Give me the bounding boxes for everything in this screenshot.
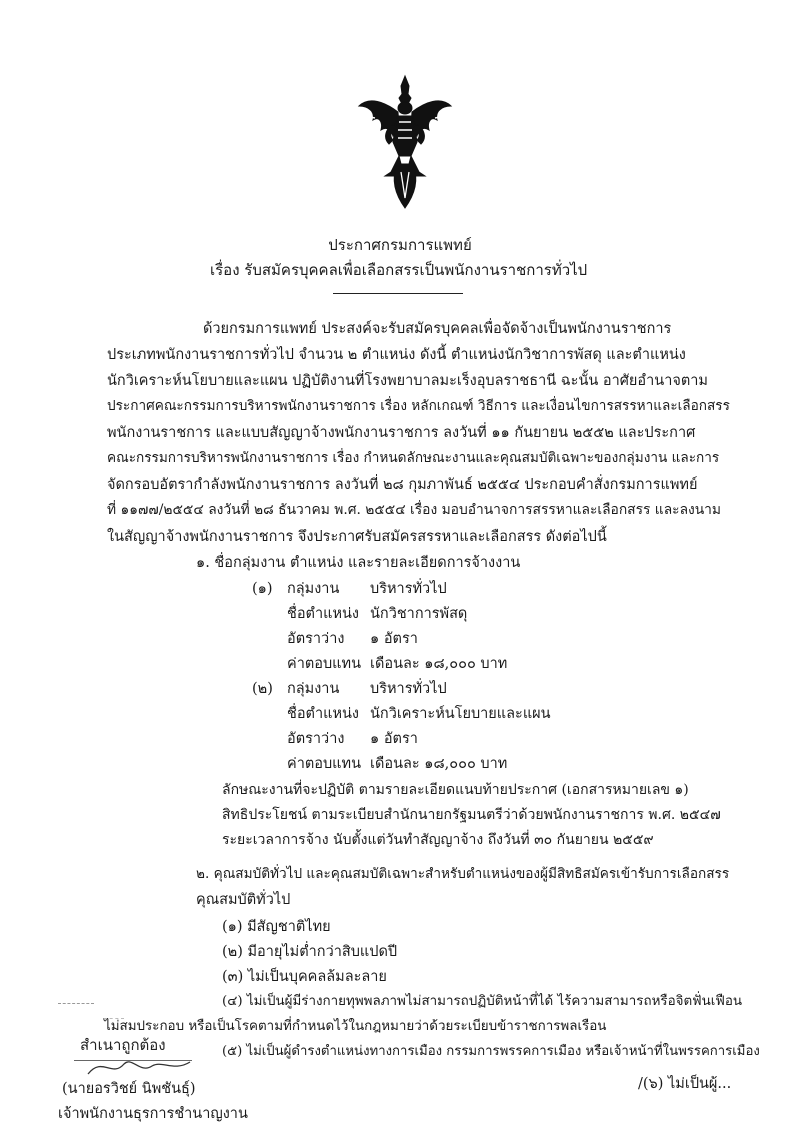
continued-note: /(๖) ไม่เป็นผู้... — [638, 1076, 732, 1092]
scan-mark — [58, 1003, 94, 1004]
intro-line: ด้วยกรมการแพทย์ ประสงค์จะรับสมัครบุคคลเพื่อจัดจ้างเป็นพนักงานราชการ — [203, 321, 672, 337]
group-label: กลุ่มงาน — [287, 681, 340, 697]
position-number: (๑) — [252, 581, 273, 597]
group-label: กลุ่มงาน — [287, 581, 340, 597]
position-number: (๒) — [252, 681, 273, 697]
vacancy-label: อัตราว่าง — [287, 631, 345, 647]
signer-name: (นายอรวิชย์ นิพชันธุ์) — [62, 1081, 196, 1097]
intro-line: ในสัญญาจ้างพนักงานราชการ จึงประกาศรับสมัครสรรหาและเลือกสรร ดังต่อไปนี้ — [107, 529, 607, 545]
intro-line: ประเภทพนักงานราชการทั่วไป จำนวน ๒ ตำแหน่ง ดังนี้ ตำแหน่งนักวิชาการพัสดุ และตำแหน่ง — [107, 347, 686, 363]
intro-line: ที่ ๑๑๗๗/๒๕๕๔ ลงวันที่ ๒๘ ธันวาคม พ.ศ. ๒๕๕๔ เรื่อง มอบอำนาจการสรรหาและเลือกสรร และลงนาม — [107, 502, 722, 518]
qualification-item: (๑) มีสัญชาติไทย — [222, 919, 331, 935]
qualification-item: (๓) ไม่เป็นบุคคลล้มละลาย — [222, 969, 387, 985]
job-nature: ลักษณะงานที่จะปฏิบัติ ตามรายละเอียดแนบท้ายประกาศ (เอกสารหมายเลข ๑) — [222, 782, 689, 798]
pay-value: เดือนละ ๑๘,๐๐๐ บาท — [370, 656, 508, 672]
qualification-item: ไม่สมประกอบ หรือเป็นโรคตามที่กำหนดไว้ในกฎหมายว่าด้วยระเบียบข้าราชการพลเรือน — [104, 1019, 607, 1034]
garuda-emblem — [355, 72, 455, 212]
qualification-item: (๕) ไม่เป็นผู้ดำรงตำแหน่งทางการเมือง กรรมการพรรคการเมือง หรือเจ้าหน้าที่ในพรรคการเมือง — [222, 1044, 760, 1059]
position-label: ชื่อตำแหน่ง — [287, 606, 360, 622]
employment-term: ระยะเวลาการจ้าง นับตั้งแต่วันทำสัญญาจ้าง ถึงวันที่ ๓๐ กันยายน ๒๕๕๙ — [222, 832, 654, 848]
vacancy-value: ๑ อัตรา — [370, 631, 418, 647]
qualification-item: (๒) มีอายุไม่ต่ำกว่าสิบแปดปี — [222, 944, 398, 960]
intro-line: จัดกรอบอัตรากำลังพนักงานราชการ ลงวันที่ ๒๘ กุมภาพันธ์ ๒๕๕๔ ประกอบคำสั่งกรมการแพทย์ — [107, 477, 698, 493]
pay-label: ค่าตอบแทน — [287, 756, 361, 772]
position-value: นักวิชาการพัสดุ — [370, 606, 468, 622]
section2-heading: ๒. คุณสมบัติทั่วไป และคุณสมบัติเฉพาะสำหรับตำแหน่งของผู้มีสิทธิสมัครเข้ารับการเลือกสรร — [196, 866, 730, 882]
group-value: บริหารทั่วไป — [370, 581, 447, 597]
pay-label: ค่าตอบแทน — [287, 656, 361, 672]
section1-heading: ๑. ชื่อกลุ่มงาน ตำแหน่ง และรายละเอียดการจ้างงาน — [196, 555, 521, 571]
intro-line: พนักงานราชการ และแบบสัญญาจ้างพนักงานราชการ ลงวันที่ ๑๑ กันยายน ๒๕๕๒ และประกาศ — [107, 425, 696, 441]
intro-line: นักวิเคราะห์นโยบายและแผน ปฏิบัติงานที่โรงพยาบาลมะเร็งอุบลราชธานี ฉะนั้น อาศัยอำนาจตาม — [107, 373, 708, 389]
section2-subheading: คุณสมบัติทั่วไป — [196, 892, 291, 908]
vacancy-value: ๑ อัตรา — [370, 731, 418, 747]
scan-mark — [104, 1018, 124, 1019]
position-label: ชื่อตำแหน่ง — [287, 706, 360, 722]
pay-value: เดือนละ ๑๘,๐๐๐ บาท — [370, 756, 508, 772]
certified-copy-stamp: สำเนาถูกต้อง — [80, 1036, 166, 1054]
vacancy-label: อัตราว่าง — [287, 731, 345, 747]
position-value: นักวิเคราะห์นโยบายและแผน — [370, 706, 551, 722]
benefits: สิทธิประโยชน์ ตามระเบียบสำนักนายกรัฐมนตรีว่าด้วยพนักงานราชการ พ.ศ. ๒๕๔๗ — [222, 807, 721, 823]
intro-line: คณะกรรมการบริหารพนักงานราชการ เรื่อง กำหนดลักษณะงานและคุณสมบัติเฉพาะของกลุ่มงาน และการ — [107, 450, 720, 466]
announcement-title: ประกาศกรมการแพทย์ — [328, 236, 472, 254]
announcement-subject: เรื่อง รับสมัครบุคคลเพื่อเลือกสรรเป็นพนักงานราชการทั่วไป — [210, 261, 588, 279]
group-value: บริหารทั่วไป — [370, 681, 447, 697]
intro-line: ประกาศคณะกรรมการบริหารพนักงานราชการ เรื่อง หลักเกณฑ์ วิธีการ และเงื่อนไขการสรรหาและเลือกสรร — [107, 398, 730, 414]
qualification-item: (๔) ไม่เป็นผู้มีร่างกายทุพพลภาพไม่สามารถปฏิบัติหน้าที่ได้ ไร้ความสามารถหรือจิตฟั่นเฟือน — [222, 994, 743, 1009]
title-divider — [333, 293, 463, 294]
signer-position: เจ้าพนักงานธุรการชำนาญงาน — [58, 1106, 248, 1122]
signature-mark — [82, 1052, 202, 1082]
